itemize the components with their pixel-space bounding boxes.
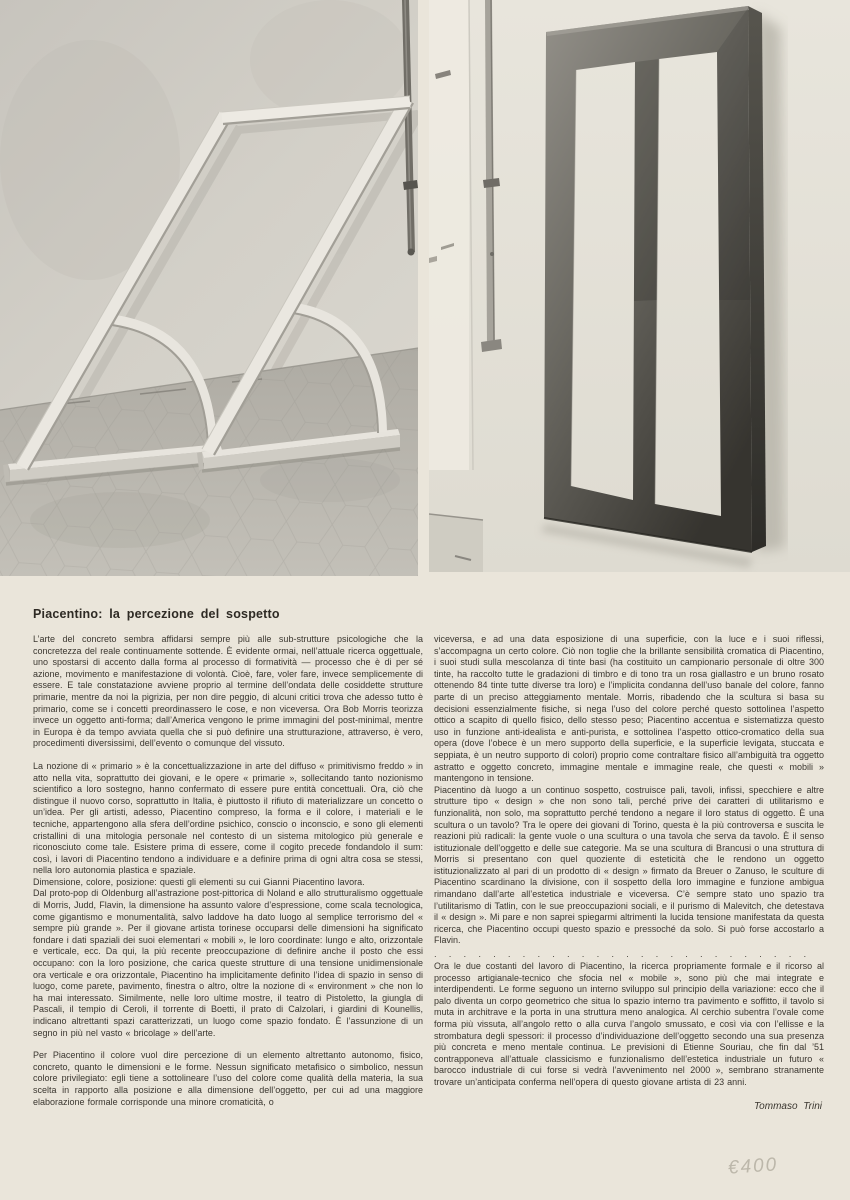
article-paragraph: Dal proto-pop di Oldenburg all’astrazione post-pittorica di Noland e allo strutturalismo oggettuale di Morris, Judd, Flavin, la dimensione ha assunto valore d’espressione, come scala tecnologica, come gigantismo e monumentalità, salvo laddove ha dato luogo al semplice terrorismo del « sempre più grande ». Per il giovane artista torinese occuparsi delle dimensioni ha significato fondare i dati spaziali dei suoi elementari « mobili », le loro coordinate: lungo e alto, orizzontale e verticale, ecc. Da qui, la più recente preoccupazione di definire anche il posto che essi occupano: con la loro posizione, che carica queste strutture di una tensione unidimensionale ora verticale e ora orizzontale, Piacentino ha implicitamente definito l’idea di spazio in senso di luogo, come parete, pavimento, finestra o altro, oltre la nozione di « environment » che non lo ha mai interessato. Similmente, nelle loro ultime mostre, il teatro di Pistoletto, la giungla di Pascali, il tempio di Ceroli, il torrente di Boetti, il prato di Calzolari, i giardini di Kounellis, indicano altrettanti spazi caratterizzati, un luogo come spazio fondato. È l’assunzione di un segno in più nel vasto « bricolage » dell’arte.: [33, 888, 423, 1038]
article-paragraph: viceversa, e ad una data esposizione di una superficie, con la luce e i suoi riflessi, s’accompagna un certo colore. Ciò non toglie che la brillante sensibilità cromatica di Piacentino, i suoi studi sulla mescolanza di tinte basi (ha costituito un campionario personale di oltre 300 tinte, ha raccolto tutte le gradazioni di timbro e di tono tra un rosa giallastro e un bruno rosato ottenendo 84 tinte tutte diverse tra loro) e l’implicita condanna dell’uso banale del colore, fanno parte di un preciso atteggiamento mentale. Morris, ribadendo che la scultura si basa su decisioni essenzialmente fisiche, si nega l’uso del colore perché questo sottolinea l’aspetto ottico a scapito di quello fisico, dello stesso peso; Piacentino accentua e sistematizza questo uso in funzione anti-idealista e anti-purista, e sottolinea l’aspetto ottico-cromatico della sua opera (dove l’obece è un mero supporto della superficie, e la superficie levigata, stuccata e seppiata, è un neutro supporto di colori) proprio come contraltare fisico all’ambiguità tra oggetto astratto e oggetto concreto, immagine mentale e immagine reale, che questi « mobili » mantengono in tensione.: [434, 634, 824, 784]
photo-left-sculpture: [0, 0, 418, 576]
article-title: Piacentino: la percezione del sospetto: [33, 607, 280, 621]
article-paragraph: Piacentino dà luogo a un continuo sospetto, costruisce pali, tavoli, infissi, specchiere e altre strutture tipo « design » che non sono tali, perché prive dei caratteri di utilitarismo e funzionalità, non solo, ma soprattutto perché tendono a negare il loro status di oggetto. È una scultura o un tavolo? Tra le opere dei giovani di Torino, questa è la più controversa e suscita le reazioni più radicali: la gente vuole o una scultura o una tavola che serva da tavolo. È il senso istituzionale dell’oggetto e delle sue categorie. Ma se una scultura di Brancusi o una struttura di Morris si presentano con quel quoziente di esteticità che le rendono un oggetto istituzionalizzato al pari di un prodotto di « design » firmato da Breuer o Zanuso, le sculture di Piacentino scardinano la divisione, con il sospetto della loro immagine e funzione ambigua rimandano dall’arte all’estetica industriale e viceversa. C’è sempre stato uno spazio tra l’utilitarismo di Tatlin, con le sue preoccupazioni sociali, e il purismo di Malevitch, che detestava il « design ». Mi pare e non saprei spiegarmi altrimenti la lucida tensione manifestata da questa ricerca, che Piacentino occupi questo spazio e pressoché da solo. Si può forse accostarlo a Flavin.: [434, 784, 824, 946]
article-column-left: [33, 634, 423, 1112]
article-paragraph: Per Piacentino il colore vuol dire percezione di un elemento altrettanto autonomo, fisico, concreto, quanto le dimensioni e le forme. Nessun significato metafisico o simbolico, nessun colore privilegiato: egli tiene a sottolineare l’uso del colore come qualità della materia, la sua scelta in rapporto alla posizione e alla dimensione dell’oggetto, per cui ad una maggiore elaborazione formale corrisponde una minore cromaticità, o: [33, 1050, 423, 1107]
article-paragraph: La nozione di « primario » è la concettualizzazione in arte del diffuso « primitivismo freddo » in atto nella vita, soprattutto dei giovani, e le opere « primarie », sollecitando tanto nozionismo scientifico a loro sostegno, hanno confermato di essere pure entità concettuali. Ora, ciò che distingue il nuovo corso, soprattutto in Italia, è piuttosto il rifiuto di materializzare un concetto o un’idea. Per gli artisti, adesso, Piacentino compreso, la forma e il colore, i materiali e le tecniche, appartengono alla sfera dell’ordine psichico, conscio o inconscio, e sono gli elementi cristallini di una mitologia personale nel contesto di un sistema mitologico più generale e riconosciuto come tale. Esistere prima di essere, come il cogito precede fondandolo il sum: così, i lavori di Piacentino tendono a individuare e a definire prima di ogni altra cosa se stessi, nella loro autonomia plastica e spaziale.: [33, 760, 423, 876]
left-photo-scene: [0, 0, 418, 576]
article-paragraph: L’arte del concreto sembra affidarsi sempre più alle sub-strutture psicologiche che la concretezza del reale continuamente sottende. È evidente ormai, nell’attuale ricerca oggettuale, uno spostarsi di accento dalla forma al processo di formatività — processo che è di per sé azione, movimento e manifestazione di volontà. Cioè, fare, voler fare, invece semplicemente di essere. E tale constatazione avviene proprio al termine dell’ondata delle cosiddette strutture primarie, mentre da noi la pigrizia, per non dire peggio, di alcuni critici trova che adesso tutto è primario, come se i concetti preordinassero le cose, e non viceversa. Ora Bob Morris teorizza invece un oggetto anti-forma; dall’America vengono le prime immagini del post-minimal, mentre in Europa è da tempo avviata quella che si può definire una strutturazione, attraverso, è vero, procedimenti diversissimi, dell’evento o comunque del vissuto.: [33, 634, 423, 749]
floor-step: [429, 514, 483, 572]
article-paragraph: Ora le due costanti del lavoro di Piacentino, la ricerca propriamente formale e il ricorso al processo artigianale-tecnico che sfocia nel « mobile », sono più che mai integrate e interdipendenti. Le forme seguono un interno sviluppo sul principio della variazione: ecco che il palo diventa un corpo geometrico che situa lo spazio interno tra pavimento e soffitto, il tavolo si muta in architrave e la porta in una struttura meno analogica. Al cerchio subentra l’ovale come forma più vissuta, all’angolo retto o alla curva l’angolo smussato, e così via con l’ellisse e la strombatura degli spessori: il processo d’individuazione dell’oggetto secondo una sua presenza più concreta e meno mentale continua. Le previsioni di Etienne Souriau, che fin dal ’51 contrapponeva all’attuale classicismo e funzionalismo dell’estetica industriale un futuro « barocco industriale di cui forse si vedrà l’avvenimento nel 2000 », sembrano stranamente trovare un’anticipata conferma nell’opera di questo giovane artista di 23 anni.: [434, 961, 824, 1087]
photo-right-sculpture: [429, 0, 850, 572]
door-edge: [429, 0, 473, 470]
article-column-right: [434, 634, 824, 1112]
right-photo-scene: [429, 0, 850, 572]
handwritten-price-annotation: €400: [727, 1154, 779, 1179]
article-columns: [33, 634, 824, 1112]
section-separator-dots: . . . . . . . . . . . . . . . . . . . . . . . . . .: [434, 949, 807, 961]
author-signature: Tommaso Trini: [753, 1100, 822, 1112]
article-paragraph: Dimensione, colore, posizione: questi gli elementi su cui Gianni Piacentino lavora.: [33, 876, 365, 887]
article: [33, 607, 824, 1112]
